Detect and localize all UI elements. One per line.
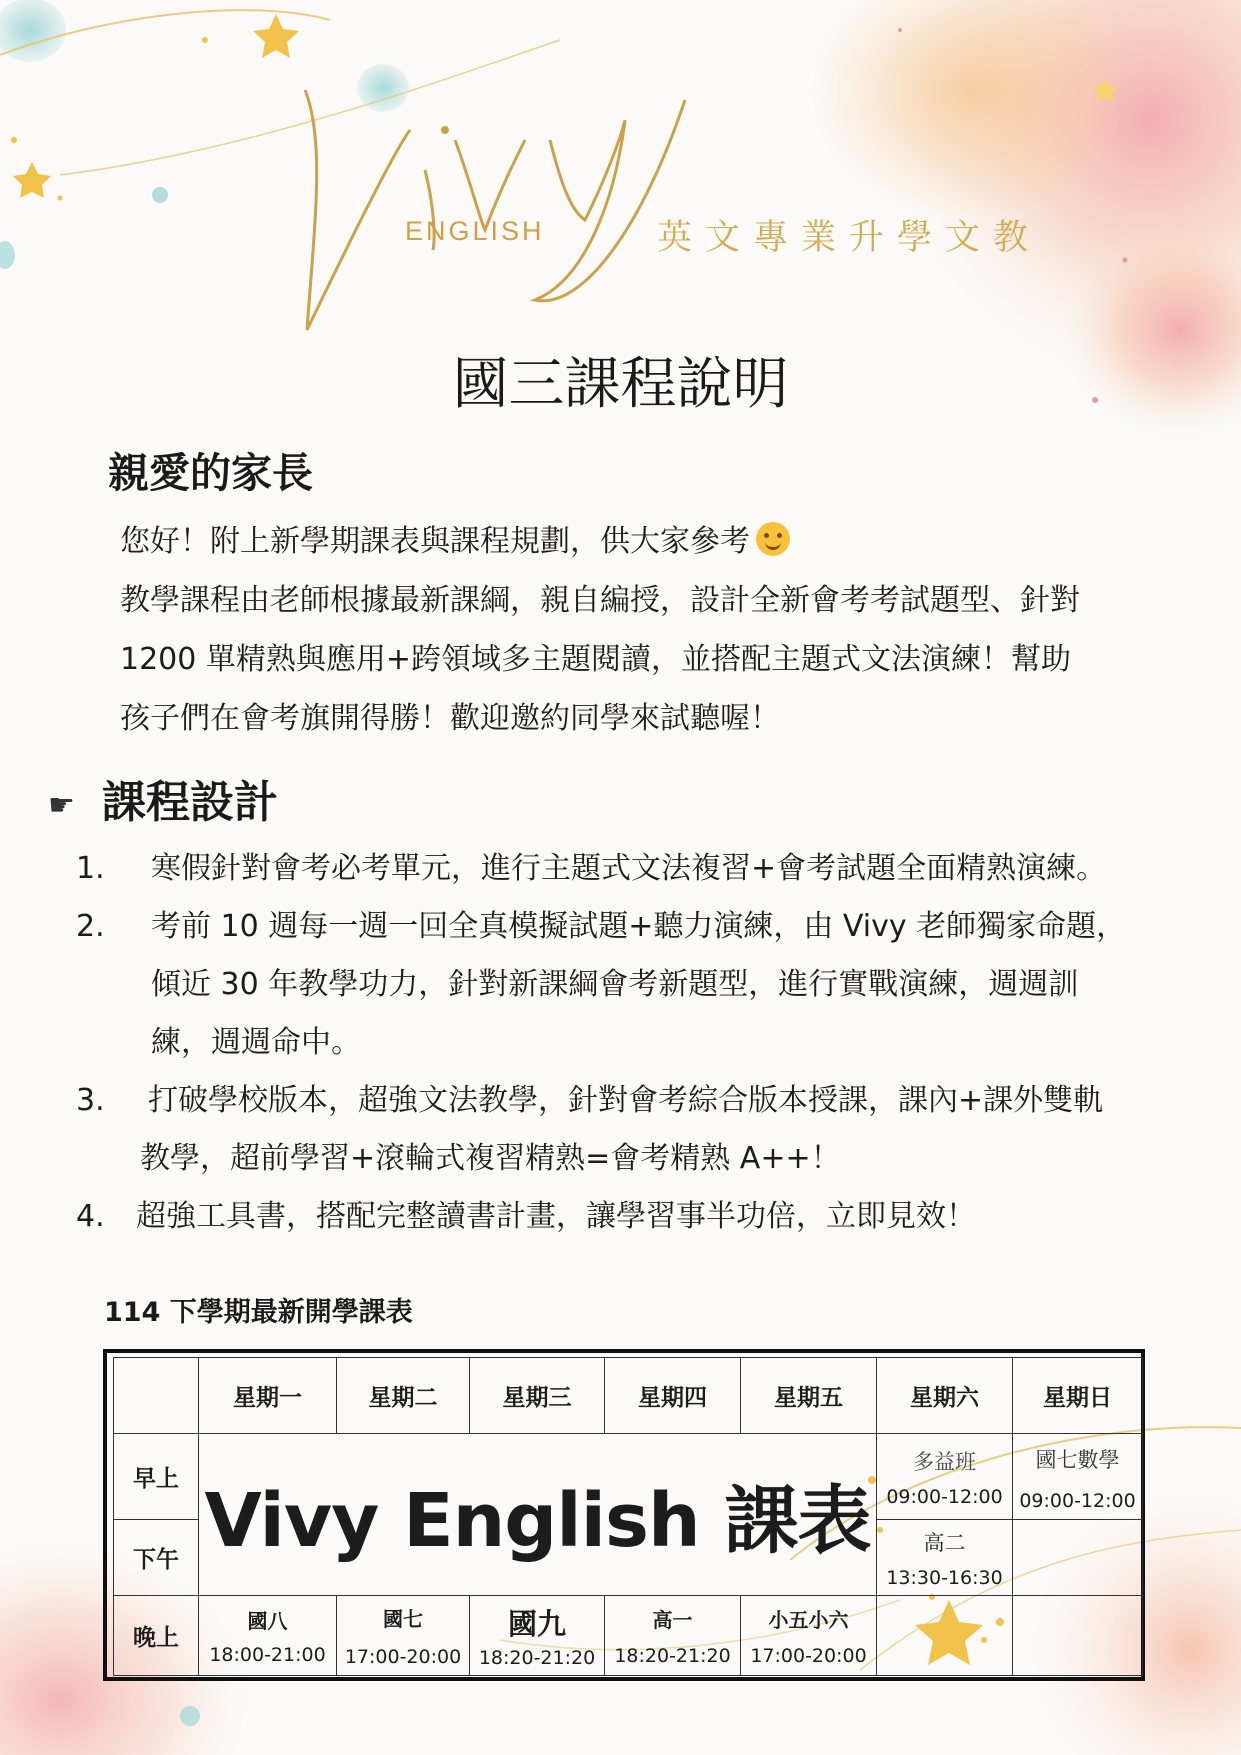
class-cell: [605, 1596, 741, 1676]
item-number: 4.: [76, 1199, 105, 1234]
greeting: 親愛的家長: [108, 449, 313, 497]
list-item: [76, 840, 1201, 898]
row-label: 下午: [114, 1520, 199, 1596]
class-cell: [199, 1596, 337, 1676]
item-number: 1.: [76, 851, 105, 886]
day-header: 星期六: [877, 1358, 1013, 1434]
schedule-banner-cell: [199, 1434, 877, 1596]
item-number: 2.: [76, 909, 105, 944]
class-name: 多益班: [913, 1449, 976, 1474]
empty-cell: [1013, 1596, 1143, 1676]
table-row: [114, 1434, 1143, 1520]
day-header: 星期二: [337, 1358, 470, 1434]
intro-line: 您好！附上新學期課表與課程規劃，供大家參考: [120, 512, 1195, 571]
day-header: 星期四: [605, 1358, 741, 1434]
class-time: 18:20-21:20: [478, 1647, 596, 1669]
smiley-icon: [756, 522, 790, 556]
class-name: 國九: [507, 1607, 566, 1641]
class-cell: [877, 1520, 1013, 1596]
class-time: 17:00-20:00: [750, 1645, 867, 1667]
row-label: 早上: [114, 1434, 199, 1520]
item-line: 寒假針對會考必考單元，進行主題式文法複習+會考試題全面精熟演練。: [151, 851, 1107, 886]
schedule-banner-text: Vivy English 課表: [204, 1477, 871, 1564]
class-time: 09:00-12:00: [886, 1485, 1003, 1508]
class-name: 國八: [247, 1609, 288, 1633]
item-line: 超強工具書，搭配完整讀書計畫，讓學習事半功倍，立即見效！: [136, 1199, 976, 1234]
page-title: 國三課程說明: [452, 352, 789, 417]
brand-english: ENGLISH: [405, 216, 545, 246]
class-cell: [470, 1596, 605, 1676]
item-line: 教學，超前學習+滾輪式複習精熟=會考精熟 A++！: [140, 1141, 841, 1176]
schedule-title: 114 下學期最新開學課表: [104, 1297, 413, 1328]
intro-line: 1200 單精熟與應用+跨領域多主題閱讀，並搭配主題式文法演練！幫助: [120, 642, 1072, 677]
class-time: 18:00-21:00: [209, 1644, 326, 1666]
item-number: 3.: [76, 1083, 105, 1118]
class-time: 13:30-16:30: [886, 1566, 1003, 1589]
item-line: 傾近 30 年教學功力，針對新課綱會考新題型，進行實戰演練，週週訓: [151, 967, 1079, 1002]
class-name: 小五小六: [768, 1608, 849, 1632]
class-name: 高一: [652, 1608, 693, 1632]
class-time: 17:00-20:00: [344, 1646, 462, 1668]
class-name: 國七數學: [1035, 1448, 1120, 1472]
empty-cell: [1013, 1520, 1143, 1596]
class-cell: [337, 1596, 470, 1676]
class-cell: [877, 1434, 1013, 1520]
class-name: 國七: [383, 1607, 423, 1631]
corner-cell: [114, 1358, 199, 1434]
list-item: [76, 898, 1201, 1072]
row-label: 晚上: [114, 1596, 199, 1676]
day-header: 星期日: [1013, 1358, 1143, 1434]
brand-tagline: 英文專業升學文教: [657, 218, 1042, 258]
class-cell: [741, 1596, 877, 1676]
day-header: 星期五: [741, 1358, 877, 1434]
item-line: 考前 10 週每一週一回全真模擬試題+聽力演練，由 Vivy 老師獨家命題，: [151, 909, 1127, 944]
star-cell: [877, 1596, 1013, 1676]
class-time: 09:00-12:00: [1019, 1490, 1136, 1512]
class-cell: [1013, 1434, 1143, 1520]
day-header: 星期一: [199, 1358, 337, 1434]
course-design-list: [76, 840, 1201, 1246]
intro-paragraph: [120, 512, 1195, 748]
pointing-hand-icon: ☛: [48, 788, 75, 823]
class-time: 18:20-21:20: [614, 1645, 731, 1667]
table-row: [114, 1358, 1143, 1434]
intro-line: 孩子們在會考旗開得勝！歡迎邀約同學來試聽喔！: [120, 701, 780, 736]
item-line: 打破學校版本，超強文法教學，針對會考綜合版本授課，課內+課外雙軌: [148, 1083, 1104, 1118]
schedule-table: [113, 1357, 1143, 1676]
design-heading: 課程設計: [102, 777, 278, 828]
intro-line: 教學課程由老師根據最新課綱，親自編授，設計全新會考考試題型、針對: [120, 583, 1080, 618]
day-header: 星期三: [470, 1358, 605, 1434]
list-item: [76, 1072, 1201, 1188]
table-row: [114, 1596, 1143, 1676]
list-item: [76, 1188, 1201, 1246]
item-line: 練，週週命中。: [151, 1025, 361, 1060]
class-name: 高二: [923, 1530, 966, 1555]
